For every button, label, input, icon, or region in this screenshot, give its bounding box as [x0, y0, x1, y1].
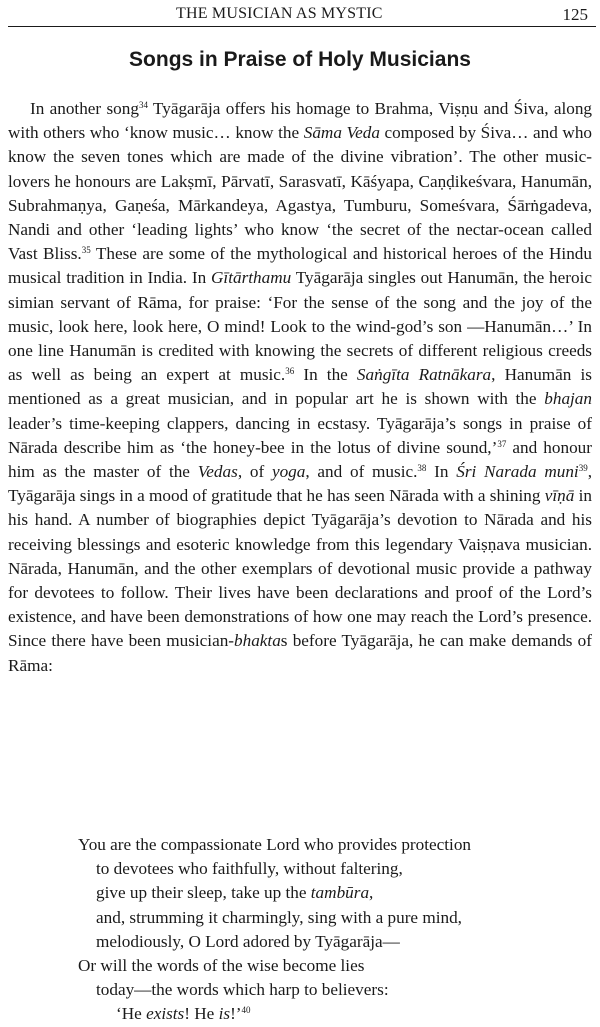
running-head-title: THE MUSICIAN AS MYSTIC — [176, 5, 383, 22]
verse-quotation — [78, 833, 594, 1027]
title-sangita-ratnakara: Saṅgīta Ratnākara — [356, 365, 492, 385]
term-bhakta: bhakta — [234, 631, 281, 651]
running-head — [8, 5, 588, 27]
body-paragraph — [8, 97, 592, 678]
footnote-ref-38: 38 — [417, 463, 427, 474]
footnote-ref-37: 37 — [497, 438, 507, 449]
verse-line-2: to devotees who faithfully, without faltering, — [96, 859, 403, 879]
verse-line-4: and, strumming it charmingly, sing with a pure mind, — [96, 907, 462, 927]
verse-line-1: You are the compassionate Lord who provides protection — [78, 835, 472, 854]
term-yoga: yoga — [271, 462, 306, 482]
verse-line-3: give up their sleep, take up the tambūra, — [96, 883, 374, 903]
footnote-ref-39: 39 — [578, 463, 588, 474]
paragraph: In another song$^{34}$ Tyāgarāja offers his homage to Brahma, Viṣṇu and Śiva, along with others who ‘know music… know the Sāma Veda composed by Śiva… and who know the seven tones which are made of the divine vibration’. The other music-lovers he honours are Lakṣmī, Pārvatī, Sarasvatī, Kāśyapa, Caṇḍikeśvara, Hanumān, Subrahmaṇya, Gaṇeśa, Mārkandeya, Agastya, Tumburu, Someśvara, Śārṅgadeva, Nandi and other ‘leading lights’ who know ‘the secret of the nectar-ocean called Vast Bliss.$^{35}$ These are some of the mythological and historical heroes of the Hindu musical tradition in India. In Gītārthamu Tyāgarāja singles out Hanumān, the heroic simian servant of Rāma, for praise: ‘For the sense of the song and the joy of the music, look here, look here, O mind! Look to the wind-god’s son —Hanumān…’ In one line Hanumān is credited with knowing the secrets of different religious creeds as well as being an expert at music.$^{36}$ In the Saṅgīta Ratnākara, Hanumān is mentioned as a great musician, and in popular art he is shown with the bhajan leader’s time-keeping clappers, dancing in ecstasy. Tyāgarāja’s songs in praise of Nārada describe him as ‘the honey-bee in the lotus of divine sound,’$^{37}$ and honour him as the master of the Vedas, of yoga, and of music.$^{38}$ In Śri Narada muni$^{39}$, Tyāgarāja sings in a mood of gratitude that he has seen Nārada with a shining vīṇā in his hand. A number of biographies depict Tyāgarāja’s devotion to Nārada and his receiving blessings and esoteric knowledge from this legendary Vaiṣṇava musician. Nārada, Hanumān, and the other exemplars of devotional music provide a pathway for devotees to follow. Their lives have been declarations and proof of the Lord’s existence, and have been demonstrations of how one may reach the Lord’s presence. Since there have been musician-bhaktas before Tyāgarāja, he can make demands of Rāma: — [8, 99, 593, 675]
title-sri-narada-muni: Śri Narada muni — [456, 462, 579, 482]
title-sama-veda: Sāma Veda — [303, 123, 380, 143]
term-vina: vīṇā — [544, 486, 575, 506]
section-heading: Songs in Praise of Holy Musicians — [129, 48, 471, 71]
verse-line-5: melodiously, O Lord adored by Tyāgarāja— — [96, 931, 400, 951]
footnote-ref-34: 34 — [138, 100, 148, 110]
verse-line-7: today—the words which harp to believers: — [96, 980, 389, 1000]
footnote-ref-36: 36 — [285, 366, 295, 377]
verse-line-6: Or will the words of the wise become lies — [78, 956, 365, 976]
verse-line-8: ‘He exists! He is!’$^{40}$ — [116, 1004, 251, 1024]
footnote-ref-40: 40 — [241, 1005, 251, 1016]
page-number: 125 — [562, 5, 588, 24]
title-gitarthamu: Gītārthamu — [211, 268, 292, 288]
term-tambura: tambūra — [310, 883, 370, 903]
header-rule — [8, 26, 596, 27]
term-bhajan: bhajan — [544, 389, 592, 409]
term-vedas: Vedas — [197, 462, 238, 482]
footnote-ref-35: 35 — [81, 245, 91, 256]
